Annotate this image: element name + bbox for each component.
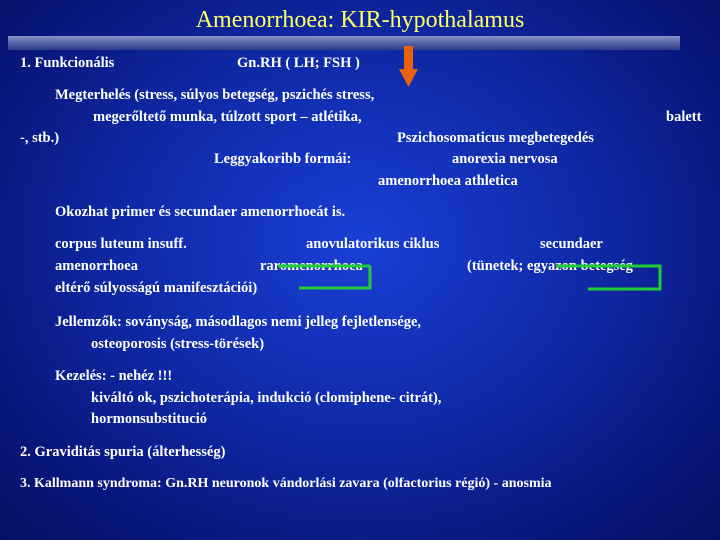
section1-heading: 1. Funkcionális xyxy=(20,55,115,71)
page-title: Amenorrhoea: KIR-hypothalamus xyxy=(195,7,525,33)
treatment-line1: Kezelés: - nehéz !!! xyxy=(55,368,173,384)
overload-line2: megerőltető munka, túlzott sport – atlétika, xyxy=(93,109,362,125)
type-raromenorrhoea: raromenorrhoea xyxy=(260,258,363,274)
common-forms-label: Leggyakoribb formái: xyxy=(214,151,352,167)
type-amenorrhoea: amenorrhoea xyxy=(55,258,138,274)
psychosomatic-label: Pszichosomaticus megbetegedés xyxy=(397,130,594,146)
overload-line2-end: balett xyxy=(666,109,702,125)
features-line2: osteoporosis (stress-törések) xyxy=(91,336,265,352)
type-anovulatory: anovulatorikus ciklus xyxy=(306,236,440,252)
hormones-label: Gn.RH ( LH; FSH ) xyxy=(237,55,360,71)
section3-heading: 3. Kallmann syndroma: Gn.RH neuronok vándorlási zavara (olfactorius régió) - anosmia xyxy=(20,476,552,491)
overload-line3: -, stb.) xyxy=(20,130,60,146)
treatment-line2: kiváltó ok, pszichoterápia, indukció (clomiphene- citrát), xyxy=(91,390,442,406)
type-corpus-luteum: corpus luteum insuff. xyxy=(55,236,187,252)
athletica-label: amenorrhoea athletica xyxy=(378,173,518,189)
symptoms-note: (tünetek; egyazon betegség xyxy=(467,258,633,274)
features-line1: Jellemzők: soványság, másodlagos nemi jelleg fejletlensége, xyxy=(55,314,422,330)
symptoms-note-cont: eltérő súlyosságú manifesztációi) xyxy=(55,280,258,296)
anorexia-label: anorexia nervosa xyxy=(452,151,558,167)
type-secondary: secundaer xyxy=(540,236,603,252)
treatment-line3: hormonsubstitució xyxy=(91,411,208,427)
cause-text: Okozhat primer és secundaer amenorrhoeát is. xyxy=(55,204,346,220)
overload-line1: Megterhelés (stress, súlyos betegség, pszichés stress, xyxy=(55,87,375,103)
section2-heading: 2. Graviditás spuria (álterhesség) xyxy=(20,444,226,460)
